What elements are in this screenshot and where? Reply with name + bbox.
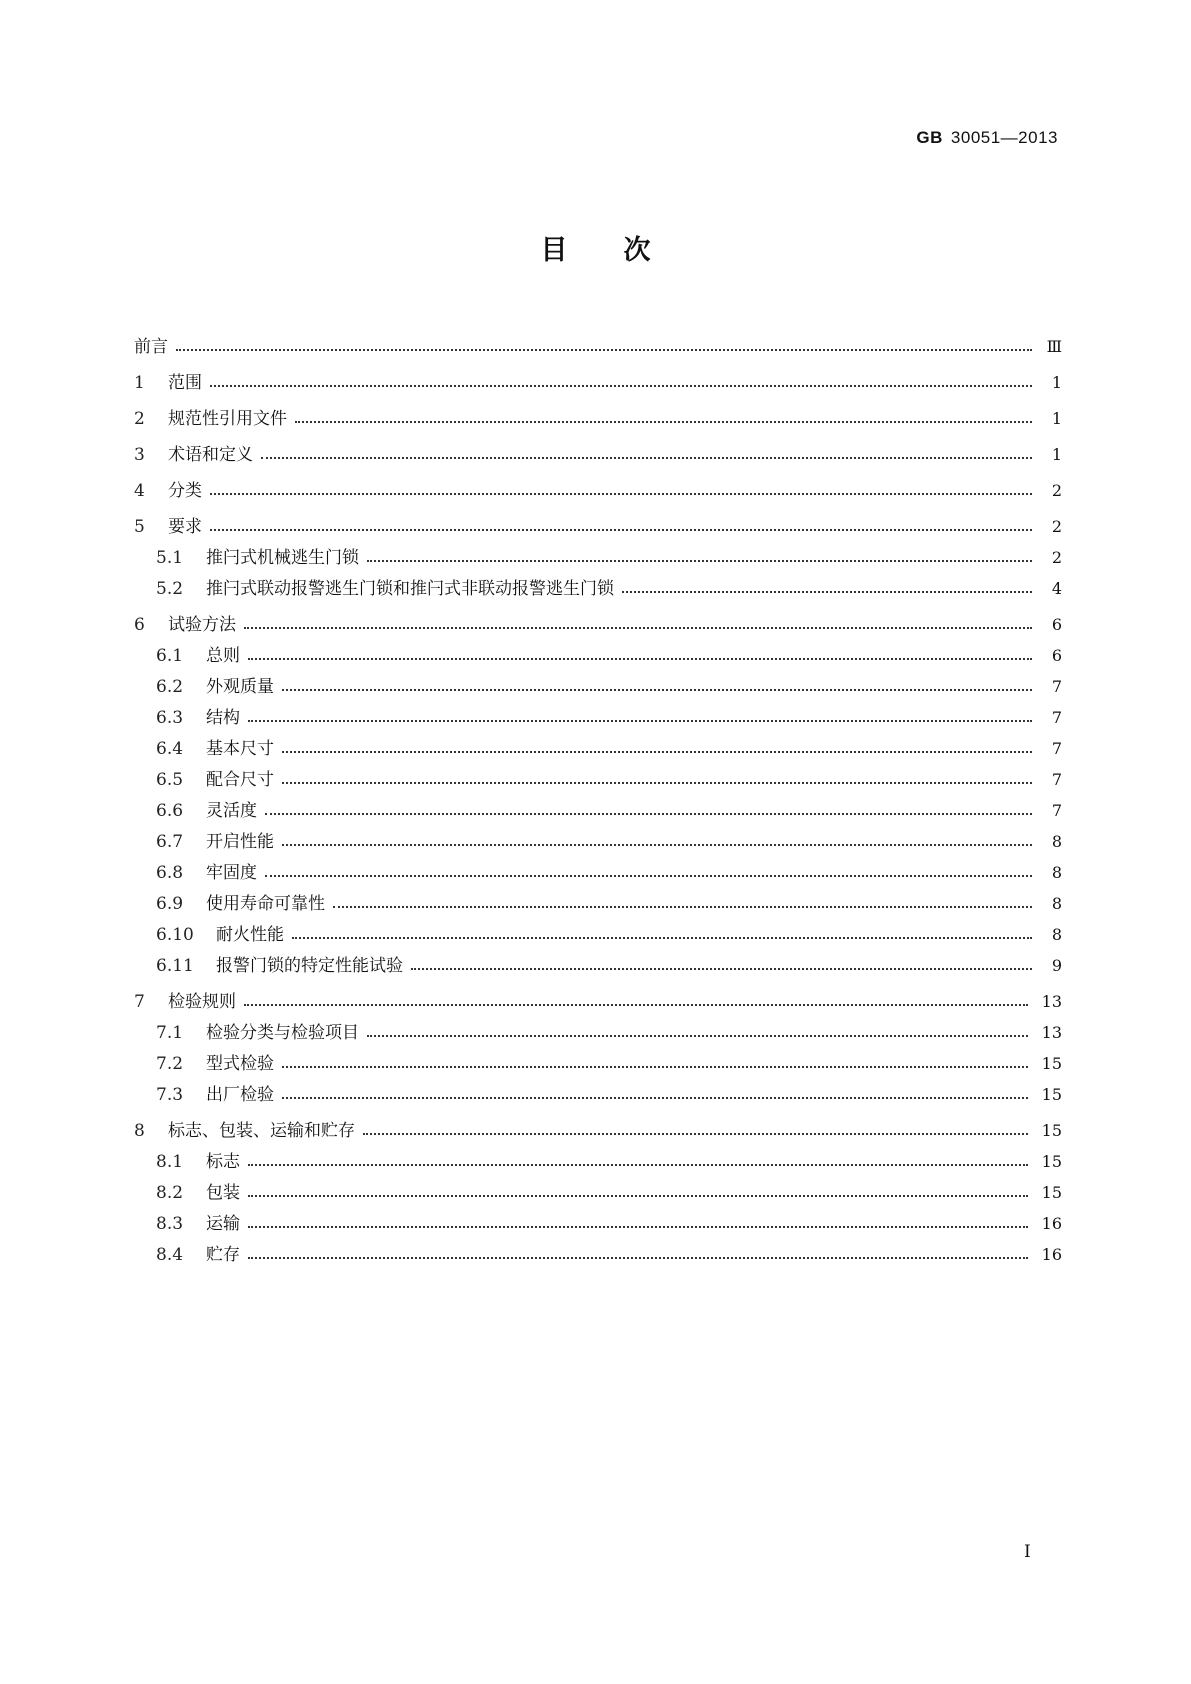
toc-entry-title: 耐火性能	[216, 925, 284, 945]
toc-dot-leader	[210, 529, 1032, 531]
toc-entry[interactable]	[134, 697, 1062, 728]
toc-entry-number: 5	[134, 517, 145, 537]
toc-entry-page: 1	[1051, 445, 1062, 464]
toc-entry-page: 2	[1051, 517, 1062, 536]
toc-dot-leader	[210, 385, 1032, 387]
toc-entry-page: 1	[1051, 373, 1062, 392]
toc-entry[interactable]	[134, 537, 1062, 568]
toc-entry-title: 使用寿命可靠性	[206, 894, 325, 914]
toc-entry-page: 13	[1041, 1023, 1062, 1042]
toc-entry-page: 15	[1041, 1152, 1062, 1171]
toc-entry-page: 7	[1051, 677, 1062, 696]
toc-dot-leader	[244, 1004, 1028, 1006]
toc-entry-page: 4	[1051, 579, 1062, 598]
toc-entry-page: 16	[1041, 1245, 1062, 1264]
toc-dot-leader	[367, 560, 1032, 562]
toc-entry[interactable]	[134, 1203, 1062, 1234]
toc-entry-title: 基本尺寸	[206, 739, 274, 759]
toc-entry-title: 型式检验	[206, 1054, 274, 1074]
toc-entry-title: 报警门锁的特定性能试验	[216, 956, 403, 976]
toc-entry[interactable]	[134, 945, 1062, 976]
toc-entry[interactable]	[134, 1043, 1062, 1074]
toc-dot-leader	[622, 591, 1032, 593]
toc-entry-title: 结构	[206, 708, 240, 728]
toc-dot-leader	[265, 813, 1032, 815]
toc-entry-page: 7	[1051, 708, 1062, 727]
toc-dot-leader	[248, 1257, 1028, 1259]
toc-entry-page: 16	[1041, 1214, 1062, 1233]
standard-number	[916, 128, 1058, 148]
toc-entry-number: 7.2	[156, 1054, 184, 1074]
toc-entry-number: 6.4	[156, 739, 184, 759]
toc-dot-leader	[363, 1133, 1028, 1135]
toc-entry-title: 范围	[168, 373, 202, 393]
toc-entry-page: 15	[1041, 1183, 1062, 1202]
toc-entry-title: 配合尺寸	[206, 770, 274, 790]
toc-entry[interactable]	[134, 1172, 1062, 1203]
toc-entry[interactable]	[134, 981, 1062, 1012]
toc-entry-page: 8	[1051, 832, 1062, 851]
toc-entry-number: 7.1	[156, 1023, 184, 1043]
toc-entry-number: 6.2	[156, 677, 184, 697]
toc-entry-number: 7.3	[156, 1085, 184, 1105]
toc-entry-title: 灵活度	[206, 801, 257, 821]
toc-entry-title: 外观质量	[206, 677, 274, 697]
toc-entry-page: 2	[1051, 548, 1062, 567]
toc-entry-title: 贮存	[206, 1245, 240, 1265]
toc-entry[interactable]	[134, 790, 1062, 821]
toc-dot-leader	[248, 1164, 1028, 1166]
toc-dot-leader	[248, 658, 1032, 660]
toc-entry-number: 5.2	[156, 579, 184, 599]
toc-entry-page: 13	[1041, 992, 1062, 1011]
toc-entry-number: 6.10	[156, 925, 194, 945]
toc-entry[interactable]	[134, 326, 1062, 357]
toc-entry-number: 6.7	[156, 832, 184, 852]
toc-entry-number: 8.2	[156, 1183, 184, 1203]
toc-entry-number: 6.8	[156, 863, 184, 883]
toc-entry-title: 总则	[206, 646, 240, 666]
toc-entry-number: 6.9	[156, 894, 184, 914]
toc-entry-number: 1	[134, 373, 145, 393]
toc-dot-leader	[295, 421, 1032, 423]
toc-entry-page: 9	[1051, 956, 1062, 975]
toc-entry-number: 6.11	[156, 956, 194, 976]
toc-entry[interactable]	[134, 1110, 1062, 1141]
toc-heading: 目次	[540, 235, 707, 266]
toc-entry[interactable]	[134, 759, 1062, 790]
toc-dot-leader	[282, 1066, 1028, 1068]
toc-entry-title: 检验分类与检验项目	[206, 1023, 359, 1043]
toc-entry-page: 15	[1041, 1085, 1062, 1104]
toc-entry-title: 规范性引用文件	[168, 409, 287, 429]
toc-entry-title: 试验方法	[168, 615, 236, 635]
toc-entry-page: Ⅲ	[1046, 337, 1062, 356]
toc-dot-leader	[248, 720, 1032, 722]
toc-entry-number: 4	[134, 481, 145, 501]
toc-entry[interactable]	[134, 470, 1062, 501]
toc-entry-page: 15	[1041, 1121, 1062, 1140]
toc-entry-number: 5.1	[156, 548, 184, 568]
toc-entry-page: 7	[1051, 801, 1062, 820]
toc-entry-title: 前言	[134, 337, 168, 357]
toc-entry-title: 检验规则	[168, 992, 236, 1012]
toc-entry-number: 2	[134, 409, 145, 429]
toc-dot-leader	[367, 1035, 1028, 1037]
toc-entry-page: 8	[1051, 925, 1062, 944]
toc-dot-leader	[265, 875, 1032, 877]
toc-dot-leader	[411, 968, 1032, 970]
toc-dot-leader	[292, 937, 1032, 939]
toc-entry-title: 要求	[168, 517, 202, 537]
toc-entry-number: 7	[134, 992, 145, 1012]
standard-year: 30051—2013	[950, 128, 1058, 147]
toc-entry-page: 2	[1051, 481, 1062, 500]
toc-entry[interactable]	[134, 852, 1062, 883]
toc-entry[interactable]	[134, 1141, 1062, 1172]
toc-entry[interactable]	[134, 434, 1062, 465]
toc-entry[interactable]	[134, 1012, 1062, 1043]
toc-dot-leader	[210, 493, 1032, 495]
toc-entry[interactable]	[134, 604, 1062, 635]
toc-dot-leader	[282, 1097, 1028, 1099]
toc-entry-number: 8.4	[156, 1245, 184, 1265]
toc-entry-title: 推闩式联动报警逃生门锁和推闩式非联动报警逃生门锁	[206, 579, 614, 599]
toc-entry-page: 15	[1041, 1054, 1062, 1073]
toc-dot-leader	[282, 751, 1032, 753]
toc-entry-title: 开启性能	[206, 832, 274, 852]
toc-entry-number: 8	[134, 1121, 145, 1141]
toc-entry-title: 运输	[206, 1214, 240, 1234]
toc-entry-number: 6.3	[156, 708, 184, 728]
toc-entry[interactable]	[134, 1074, 1062, 1105]
toc-entry-number: 6.6	[156, 801, 184, 821]
toc-dot-leader	[176, 349, 1032, 351]
toc-entry-title: 包装	[206, 1183, 240, 1203]
toc-dot-leader	[282, 844, 1032, 846]
toc-entry-number: 8.3	[156, 1214, 184, 1234]
toc-entry-page: 1	[1051, 409, 1062, 428]
toc-entry-number: 6.1	[156, 646, 184, 666]
toc-entry[interactable]	[134, 568, 1062, 599]
toc-entry-number: 3	[134, 445, 145, 465]
toc-entry-title: 标志	[206, 1152, 240, 1172]
toc-dot-leader	[333, 906, 1032, 908]
toc-entry-number: 8.1	[156, 1152, 184, 1172]
toc-entry[interactable]	[134, 666, 1062, 697]
toc-dot-leader	[282, 689, 1032, 691]
toc-entry-page: 8	[1051, 863, 1062, 882]
toc-entry-title: 出厂检验	[206, 1085, 274, 1105]
toc-entry[interactable]	[134, 506, 1062, 537]
toc-dot-leader	[248, 1226, 1028, 1228]
toc-entry-page: 7	[1051, 770, 1062, 789]
toc-entry-page: 6	[1051, 615, 1062, 634]
table-of-contents	[134, 326, 1062, 1265]
toc-dot-leader	[248, 1195, 1028, 1197]
toc-entry[interactable]	[134, 728, 1062, 759]
toc-entry-page: 7	[1051, 739, 1062, 758]
toc-dot-leader	[261, 457, 1032, 459]
toc-entry-number: 6	[134, 615, 145, 635]
toc-entry[interactable]	[134, 821, 1062, 852]
toc-entry-page: 6	[1051, 646, 1062, 665]
toc-entry-title: 分类	[168, 481, 202, 501]
toc-entry[interactable]	[134, 883, 1062, 914]
toc-entry-page: 8	[1051, 894, 1062, 913]
toc-entry[interactable]	[134, 398, 1062, 429]
toc-entry[interactable]	[134, 914, 1062, 945]
toc-entry-title: 标志、包装、运输和贮存	[168, 1121, 355, 1141]
toc-dot-leader	[244, 627, 1032, 629]
toc-entry[interactable]	[134, 1234, 1062, 1265]
toc-entry[interactable]	[134, 362, 1062, 393]
toc-entry-title: 牢固度	[206, 863, 257, 883]
toc-entry-title: 推闩式机械逃生门锁	[206, 548, 359, 568]
toc-entry-title: 术语和定义	[168, 445, 253, 465]
toc-entry-number: 6.5	[156, 770, 184, 790]
toc-dot-leader	[282, 782, 1032, 784]
toc-entry[interactable]	[134, 635, 1062, 666]
page-number: I	[1024, 1542, 1031, 1562]
standard-code: GB	[916, 128, 943, 147]
